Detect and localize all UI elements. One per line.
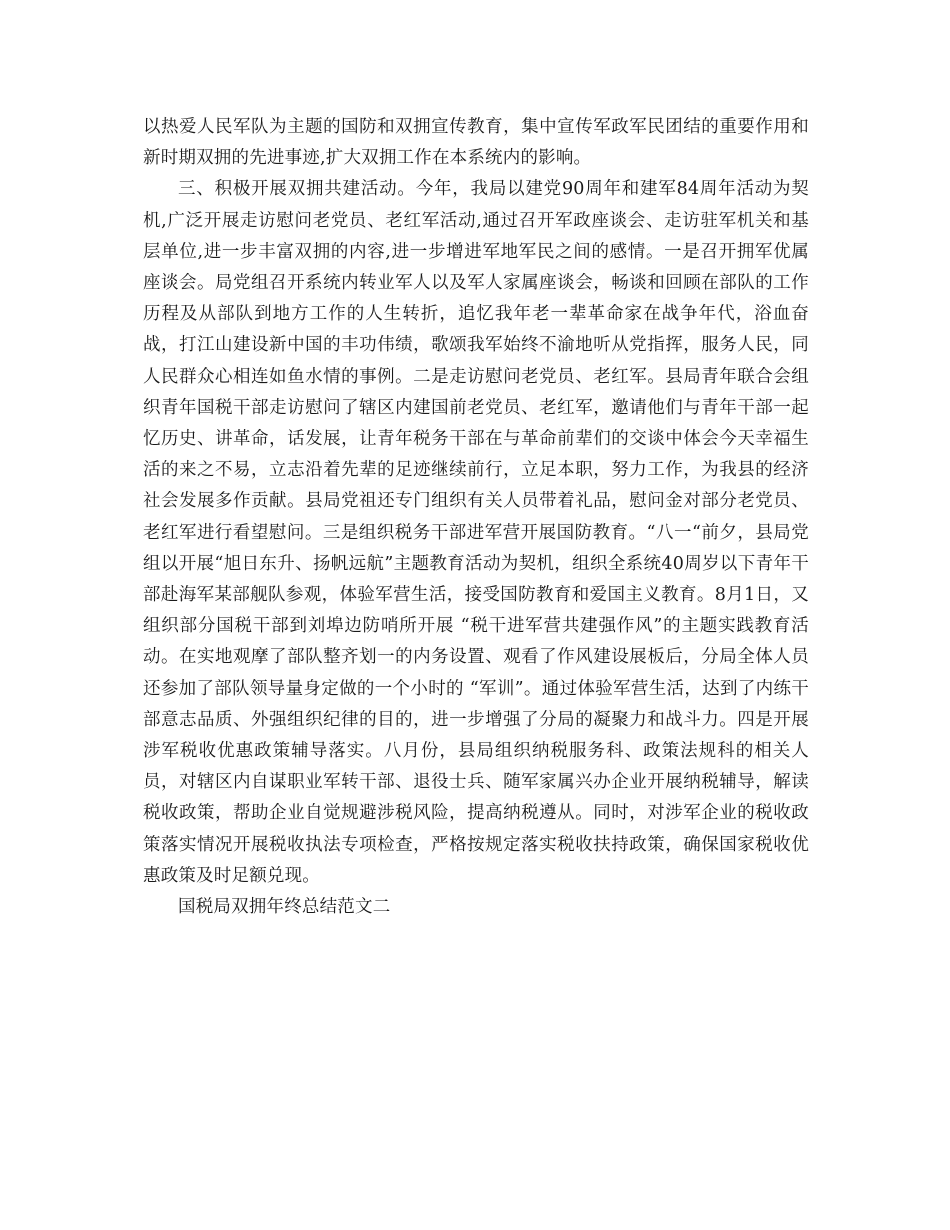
paragraph-section-three: 三、积极开展双拥共建活动。今年，我局以建党90周年和建军84周年活动为契机,广泛开展走访慰问老党员、老红军活动,通过召开军政座谈会、走访驻军机关和基层单位,进一步丰富双拥的内容,进一步增进军地军民之间的感情。一是召开拥军优属座谈会。局党组召开系统内转业军人以及军人家属座谈会，畅谈和回顾在部队的工作历程及从部队到地方工作的人生转折，追忆我年老一辈革命家在战争年代，浴血奋战，打江山建设新中国的丰功伟绩，歌颂我军始终不渝地听从党指挥，服务人民，同人民群众心相连如鱼水情的事例。二是走访慰问老党员、老红军。县局青年联合会组织青年国税干部走访慰问了辖区内建国前老党员、老红军，邀请他们与青年干部一起忆历史、讲革命，话发展，让青年税务干部在与革命前辈们的交谈中体会今天幸福生活的来之不易，立志沿着先辈的足迹继续前行，立足本职，努力工作，为我县的经济社会发展多作贡献。县局党祖还专门组织有关人员带着礼品，慰问金对部分老党员、老红军进行看望慰问。三是组织税务干部进军营开展国防教育。“八一“前夕，县局党组以开展“旭日东升、扬帆远航”主题教育活动为契机，组织全系统40周岁以下青年干部赴海军某部舰队参观，体验军营生活，接受国防教育和爱国主义教育。8月1日，又组织部分国税干部到刘埠边防哨所开展 “税干进军营共建强作风”的主题实践教育活动。在实地观摩了部队整齐划一的内务设置、观看了作风建设展板后，分局全体人员还参加了部队领导量身定做的一个小时的 “军训”。通过体验军营生活，达到了内练干部意志品质、外强组织纪律的目的，进一步增强了分局的凝聚力和战斗力。四是开展涉军税收优惠政策辅导落实。八月份，县局组织纳税服务科、政策法规科的相关人员，对辖区内自谋职业军转干部、退役士兵、随军家属兴办企业开展纳税辅导，解读税收政策，帮助企业自觉规避涉税风险，提高纳税遵从。同时，对涉军企业的税收政策落实情况开展税收执法专项检查，严格按规定落实税收扶持政策，确保国家税收优惠政策及时足额兑现。 [143,179,809,886]
paragraph-continuation: 以热爱人民军队为主题的国防和双拥宣传教育，集中宣传军政军民团结的重要作用和新时期双拥的先进事迹,扩大双拥工作在本系统内的影响。 [143,117,809,169]
document-body [143,112,809,923]
section-heading-sample-two: 国税局双拥年终总结范文二 [178,897,391,918]
